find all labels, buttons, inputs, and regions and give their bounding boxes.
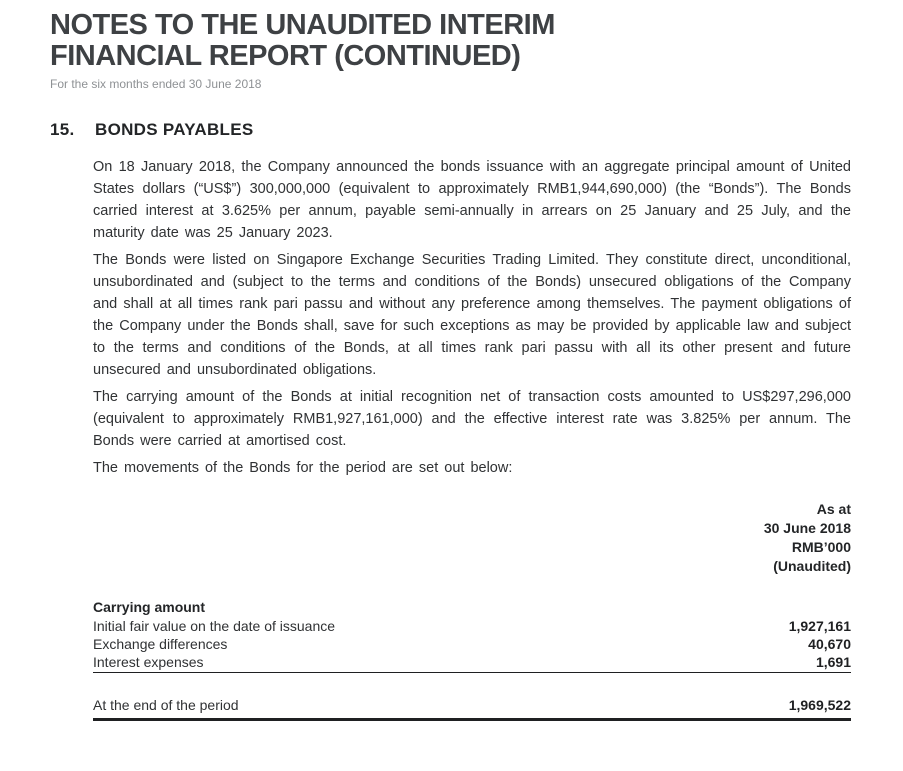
table-total-row [93,698,851,721]
column-header-line-1: As at [816,501,851,517]
row-value: 40,670 [808,636,851,652]
total-value: 1,969,522 [788,697,851,713]
paragraph-carrying-amount: The carrying amount of the Bonds at initial recognition net of transaction costs amounted to US$297,296,000 (equivalent to approximately RMB1,927,161,000) and the effective interest rate was 3.825% per annum. The Bonds were carried at amortised cost. [93,389,851,449]
row-value: 1,927,161 [788,618,851,634]
table-group-label: Carrying amount [93,599,206,615]
section-content [93,156,851,721]
page-title [50,10,851,72]
bond-movements-table [93,500,851,721]
note-section-bonds-payables [50,120,851,721]
row-label: Exchange differences [93,636,228,652]
row-value: 1,691 [815,654,851,670]
total-label: At the end of the period [93,697,239,713]
section-title: BONDS PAYABLES [95,120,254,139]
row-label: Initial fair value on the date of issuance [93,618,336,634]
column-header-line-4: (Unaudited) [773,558,851,574]
paragraph-bond-listing: The Bonds were listed on Singapore Exchange Securities Trading Limited. They constitute direct, unconditional, unsubordinated and (subject to the terms and conditions of the Bonds) unsecured obligations of the Company and shall at all times rank pari passu and without any preference among themselves. The payment obligations of the Company under the Bonds shall, save for such exceptions as may be provided by applicable law and subject to the terms and conditions of the Bonds, at all times rank pari passu with all its other present and future unsecured and unsubordinated obligations. [93,252,851,378]
report-period-subtitle: For the six months ended 30 June 2018 [50,77,262,91]
report-header [50,10,851,92]
section-heading [50,120,851,140]
table-row-initial-fair-value [93,617,851,635]
paragraph-bond-issuance: On 18 January 2018, the Company announced the bonds issuance with an aggregate principal amount of United States dollars (“US$”) 300,000,000 (equivalent to approximately RMB1,944,690,000) (the “Bonds”). The Bonds carried interest at 3.625% per annum, payable semi-annually in arrears on 25 January and 25 July, and the maturity date was 25 January 2023. [93,159,851,241]
column-header-line-2: 30 June 2018 [763,520,851,536]
table-column-header [93,500,851,576]
table-row-exchange-differences [93,635,851,653]
row-label: Interest expenses [93,654,204,670]
page-title-line-1: NOTES TO THE UNAUDITED INTERIM [50,9,555,41]
column-header-line-3: RMB’000 [791,539,851,555]
paragraph-movements-intro: The movements of the Bonds for the period are set out below: [93,460,513,476]
table-row-interest-expenses [93,653,851,671]
page-title-line-2: FINANCIAL REPORT (CONTINUED) [50,40,521,72]
section-number: 15. [50,120,75,139]
table-rows [93,617,851,673]
